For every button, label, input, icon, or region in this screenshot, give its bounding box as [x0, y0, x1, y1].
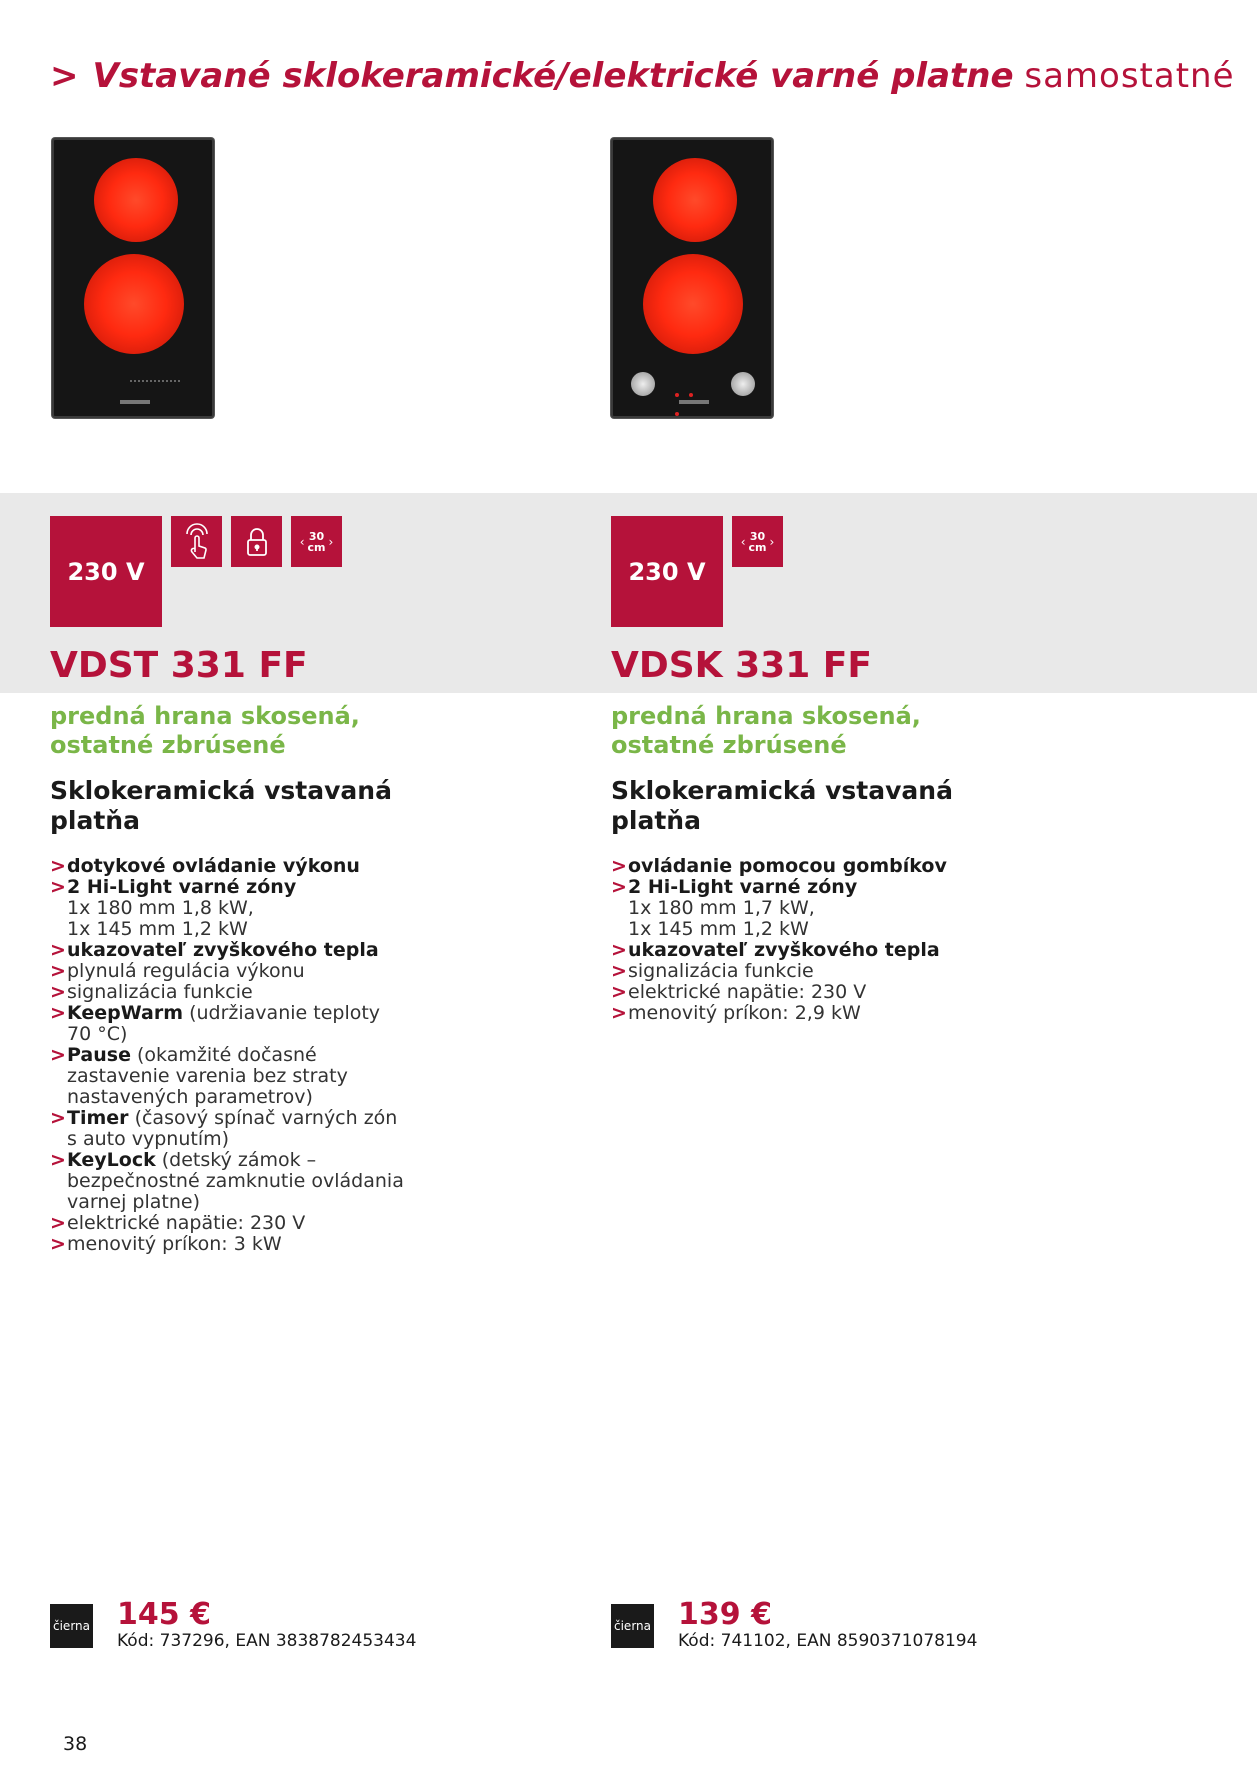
edge-line: ostatné zbrúsené — [50, 731, 286, 759]
feature-item — [50, 1108, 410, 1150]
bullet-chevron-icon: > — [611, 981, 627, 1003]
bullet-chevron-icon: > — [50, 855, 66, 877]
feature-text: (udržiavanie teploty 70 °C) — [67, 1002, 381, 1045]
feature-text: menovitý príkon: 2,9 kW — [628, 1002, 861, 1024]
page-subtitle: samostatné — [1024, 56, 1235, 96]
edge-line: ostatné zbrúsené — [611, 731, 847, 759]
size-unit: cm — [307, 540, 326, 554]
product-codes: Kód: 737296, EAN 3838782453434 — [117, 1631, 417, 1651]
feature-bold: KeyLock — [67, 1149, 156, 1171]
bullet-chevron-icon: > — [50, 1212, 66, 1234]
feature-sub: 1x 145 mm 1,2 kW — [67, 918, 248, 940]
feature-text: (detský zámok – bezpečnostné zamknutie ovládania varnej platne) — [67, 1149, 404, 1213]
feature-item — [611, 982, 971, 1003]
brand-logo — [679, 400, 709, 404]
color-swatch[interactable]: čierna — [50, 1604, 93, 1648]
bullet-chevron-icon: > — [50, 876, 66, 898]
bullet-chevron-icon: > — [611, 960, 627, 982]
feature-text: (okamžité dočasné zastavenie varenia bez straty nastavených parametrov) — [67, 1044, 348, 1108]
product-image-vdst[interactable] — [52, 138, 214, 418]
bullet-chevron-icon: > — [50, 1044, 66, 1066]
feature-text: menovitý príkon: 3 kW — [67, 1233, 282, 1255]
feature-text: elektrické napätie: 230 V — [628, 981, 867, 1003]
cooking-zone-large — [84, 254, 184, 354]
bullet-chevron-icon: > — [611, 855, 627, 877]
voltage-badge: 230 V — [611, 516, 723, 627]
bullet-chevron-icon: > — [611, 876, 627, 898]
price: 139 € — [678, 1597, 772, 1632]
product-codes: Kód: 741102, EAN 8590371078194 — [678, 1631, 978, 1651]
size-value: 30 — [749, 529, 766, 543]
bullet-chevron-icon: > — [50, 939, 66, 961]
bullet-chevron-icon: > — [50, 960, 66, 982]
feature-bold: dotykové ovládanie výkonu — [67, 855, 360, 877]
product-card — [561, 0, 1121, 1785]
cooking-zone-small — [94, 158, 178, 242]
feature-item — [50, 982, 410, 1003]
feature-sub: 1x 180 mm 1,8 kW, — [67, 897, 254, 919]
bullet-chevron-icon: > — [611, 1002, 627, 1024]
bullet-chevron-icon: > — [50, 1107, 66, 1129]
feature-item — [50, 1213, 410, 1234]
width-30cm-icon: ‹ 30 cm › — [732, 516, 783, 567]
feature-bold: KeepWarm — [67, 1002, 184, 1024]
feature-bold: Pause — [67, 1044, 131, 1066]
product-image-vdsk[interactable] — [611, 138, 773, 418]
color-swatch[interactable]: čierna — [611, 1604, 654, 1648]
bullet-chevron-icon: > — [50, 1149, 66, 1171]
feature-text: plynulá regulácia výkonu — [67, 960, 305, 982]
feature-text: elektrické napätie: 230 V — [67, 1212, 306, 1234]
cooking-zone-small — [653, 158, 737, 242]
product-type — [611, 776, 1011, 836]
product-card — [0, 0, 560, 1785]
feature-item — [611, 1003, 971, 1024]
feature-item — [611, 961, 971, 982]
brand-logo — [120, 400, 150, 404]
page-number: 38 — [63, 1733, 88, 1755]
chevron-right-icon: > — [50, 56, 79, 96]
feature-item — [611, 940, 971, 961]
feature-bold: 2 Hi-Light varné zóny — [628, 876, 858, 898]
bullet-chevron-icon: > — [50, 1233, 66, 1255]
touch-control-icon — [171, 516, 222, 567]
touch-controls — [130, 380, 180, 386]
page-title: Vstavané sklokeramické/elektrické varné platne — [92, 56, 1014, 96]
type-line: platňa — [50, 806, 140, 835]
feature-item — [611, 877, 971, 940]
feature-item — [50, 877, 410, 940]
model-name: VDST 331 FF — [50, 645, 308, 686]
feature-item — [50, 856, 410, 877]
feature-item — [50, 940, 410, 961]
edge-description — [611, 702, 1011, 760]
control-knob — [731, 372, 755, 396]
feature-list — [50, 856, 410, 1255]
cooking-zone-large — [643, 254, 743, 354]
child-lock-icon — [231, 516, 282, 567]
edge-line: predná hrana skosená, — [50, 702, 360, 730]
feature-item — [611, 856, 971, 877]
feature-item — [50, 961, 410, 982]
voltage-badge: 230 V — [50, 516, 162, 627]
bullet-chevron-icon: > — [50, 1002, 66, 1024]
feature-bold: Timer — [67, 1107, 129, 1129]
width-30cm-icon: ‹ 30 cm › — [291, 516, 342, 567]
feature-text: signalizácia funkcie — [628, 960, 814, 982]
edge-description — [50, 702, 450, 760]
type-line: Sklokeramická vstavaná — [611, 776, 953, 805]
type-line: platňa — [611, 806, 701, 835]
edge-line: predná hrana skosená, — [611, 702, 921, 730]
feature-list — [611, 856, 971, 1024]
feature-text: signalizácia funkcie — [67, 981, 253, 1003]
feature-item — [50, 1003, 410, 1045]
product-type — [50, 776, 450, 836]
feature-sub: 1x 180 mm 1,7 kW, — [628, 897, 815, 919]
price: 145 € — [117, 1597, 211, 1632]
feature-bold: ukazovateľ zvyškového tepla — [67, 939, 379, 961]
feature-sub: 1x 145 mm 1,2 kW — [628, 918, 809, 940]
feature-item — [50, 1150, 410, 1213]
feature-text: (časový spínač varných zón s auto vypnutím) — [67, 1107, 398, 1150]
type-line: Sklokeramická vstavaná — [50, 776, 392, 805]
feature-bold: ovládanie pomocou gombíkov — [628, 855, 947, 877]
feature-bold: 2 Hi-Light varné zóny — [67, 876, 297, 898]
bullet-chevron-icon: > — [50, 981, 66, 1003]
feature-item — [50, 1045, 410, 1108]
size-unit: cm — [748, 540, 767, 554]
control-knob — [631, 372, 655, 396]
model-name: VDSK 331 FF — [611, 645, 872, 686]
indicator-lights — [675, 382, 715, 386]
size-value: 30 — [308, 529, 325, 543]
feature-item — [50, 1234, 410, 1255]
bullet-chevron-icon: > — [611, 939, 627, 961]
feature-bold: ukazovateľ zvyškového tepla — [628, 939, 940, 961]
